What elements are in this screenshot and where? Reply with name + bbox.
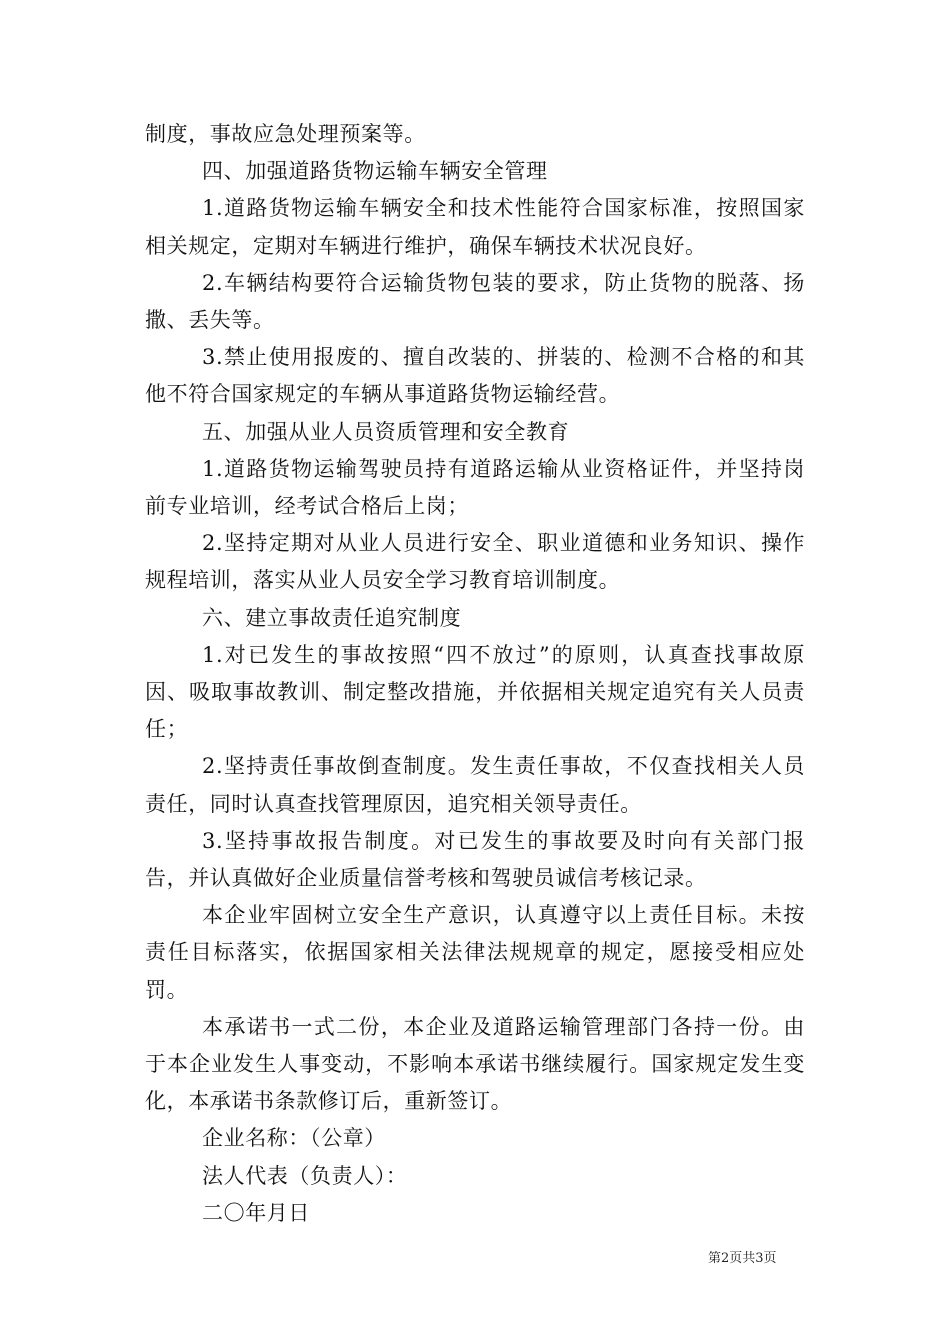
section-heading-4: 四、加强道路货物运输车辆安全管理 — [202, 159, 548, 184]
paragraph-item: 3.坚持事故报告制度。对已发生的事故要及时向有关部门报告，并认真做好企业质量信誉考核和驾驶员诚信考核记录。 — [145, 828, 805, 891]
paragraph-item: 1.道路货物运输驾驶员持有道路运输从业资格证件，并坚持岗前专业培训，经考试合格后上岗； — [145, 456, 805, 519]
document-body — [145, 116, 805, 1232]
paragraph-item: 1.道路货物运输车辆安全和技术性能符合国家标准，按照国家相关规定，定期对车辆进行维护，确保车辆技术状况良好。 — [145, 196, 805, 258]
paragraph-continuation: 制度，事故应急处理预案等。 — [145, 122, 426, 146]
signature-company: 企业名称：（公章） — [202, 1126, 386, 1151]
paragraph-item: 3.禁止使用报废的、擅自改装的、拼装的、检测不合格的和其他不符合国家规定的车辆从事道路货物运输经营。 — [145, 345, 805, 407]
section-heading-5: 五、加强从业人员资质管理和安全教育 — [202, 419, 570, 444]
page-number: 第2页共3页 — [708, 1251, 777, 1266]
paragraph-item: 2.车辆结构要符合运输货物包装的要求，防止货物的脱落、扬撒、丢失等。 — [145, 270, 805, 333]
paragraph-item: 2.坚持责任事故倒查制度。发生责任事故，不仅查找相关人员责任，同时认真查找管理原因，追究相关领导责任。 — [145, 754, 805, 816]
signature-date: 二〇年月日 — [202, 1200, 310, 1225]
paragraph-item: 1.对已发生的事故按照“四不放过”的原则，认真查找事故原因、吸取事故教训、制定整改措施，并依据相关规定追究有关人员责任； — [145, 642, 805, 742]
commitment-paragraph: 本承诺书一式二份，本企业及道路运输管理部门各持一份。由于本企业发生人事变动，不影响本承诺书继续履行。国家规定发生变化，本承诺书条款修订后，重新签订。 — [145, 1014, 805, 1114]
section-heading-6: 六、建立事故责任追究制度 — [202, 605, 462, 630]
paragraph-item: 2.坚持定期对从业人员进行安全、职业道德和业务知识、操作规程培训，落实从业人员安全学习教育培训制度。 — [145, 531, 805, 593]
commitment-paragraph: 本企业牢固树立安全生产意识，认真遵守以上责任目标。未按责任目标落实，依据国家相关法律法规规章的规定，愿接受相应处罚。 — [145, 903, 805, 1002]
signature-legal-rep: 法人代表（负责人）： — [202, 1163, 408, 1188]
